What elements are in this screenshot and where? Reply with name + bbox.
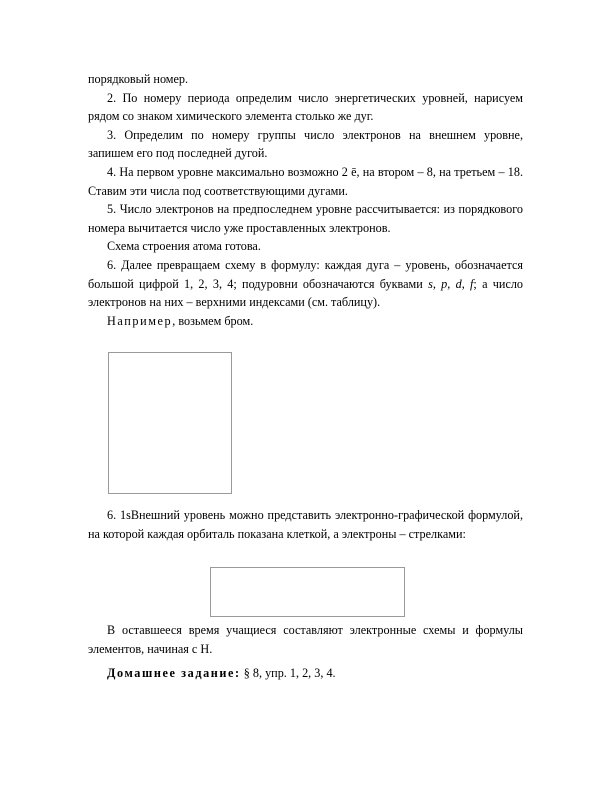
- homework-label: Домашнее задание:: [107, 666, 241, 681]
- document-body: [88, 70, 523, 330]
- example-label: Например: [107, 313, 173, 328]
- sublevel-f: f: [470, 276, 474, 291]
- sublevel-s: s: [428, 276, 433, 291]
- paragraph-10: В оставшееся время учащиеся составляют электронные схемы и формулы элементов, начиная с Н.: [88, 623, 523, 656]
- homework: [88, 664, 523, 683]
- homework-text: § 8, упр. 1, 2, 3, 4.: [240, 666, 336, 681]
- paragraph-2: 2. По номеру периода определим число энергетических уровней, нарисуем рядом со знаком химического элемента столько же дуг.: [88, 90, 523, 124]
- paragraph-5: 5. Число электронов на предпоследнем уровне рассчитывается: из порядкового номера вычитается число уже проставленных электронов.: [88, 202, 523, 235]
- paragraph-9: 6. 1sВнешний уровень можно представить электронно-графической формулой, на которой каждая орбиталь показана клеткой, а электроны – стрелками:: [88, 508, 523, 541]
- paragraph-7: 6. Далее превращаем схему в формулу: каждая дуга – уровень, обозначается большой цифрой 1, 2, 3, 4; подуровни обозначаются буквами s, p, d, f; а число электронов на них – верхними индексами (см. таблицу).: [88, 257, 524, 310]
- document-body-lower: [88, 506, 523, 543]
- sublevel-p: p: [441, 276, 448, 291]
- atom-scheme-image: [108, 352, 232, 494]
- paragraph-3: 3. Определим по номеру группы число электронов на внешнем уровне, запишем его под последней дугой.: [88, 127, 523, 161]
- paragraph-4: 4. На первом уровне максимально возможно 2 ē, на втором – 8, на третьем – 18. Ставим эти числа под соответствующими дугами.: [88, 164, 523, 198]
- document-body-bottom: [88, 621, 523, 683]
- orbital-diagram-image: [210, 567, 405, 617]
- paragraph-8: Например, возьмем бром.: [107, 313, 254, 328]
- paragraph-6: Схема строения атома готова.: [107, 239, 261, 254]
- sublevel-d: d: [455, 276, 462, 291]
- paragraph-1: порядковый номер.: [88, 72, 189, 86]
